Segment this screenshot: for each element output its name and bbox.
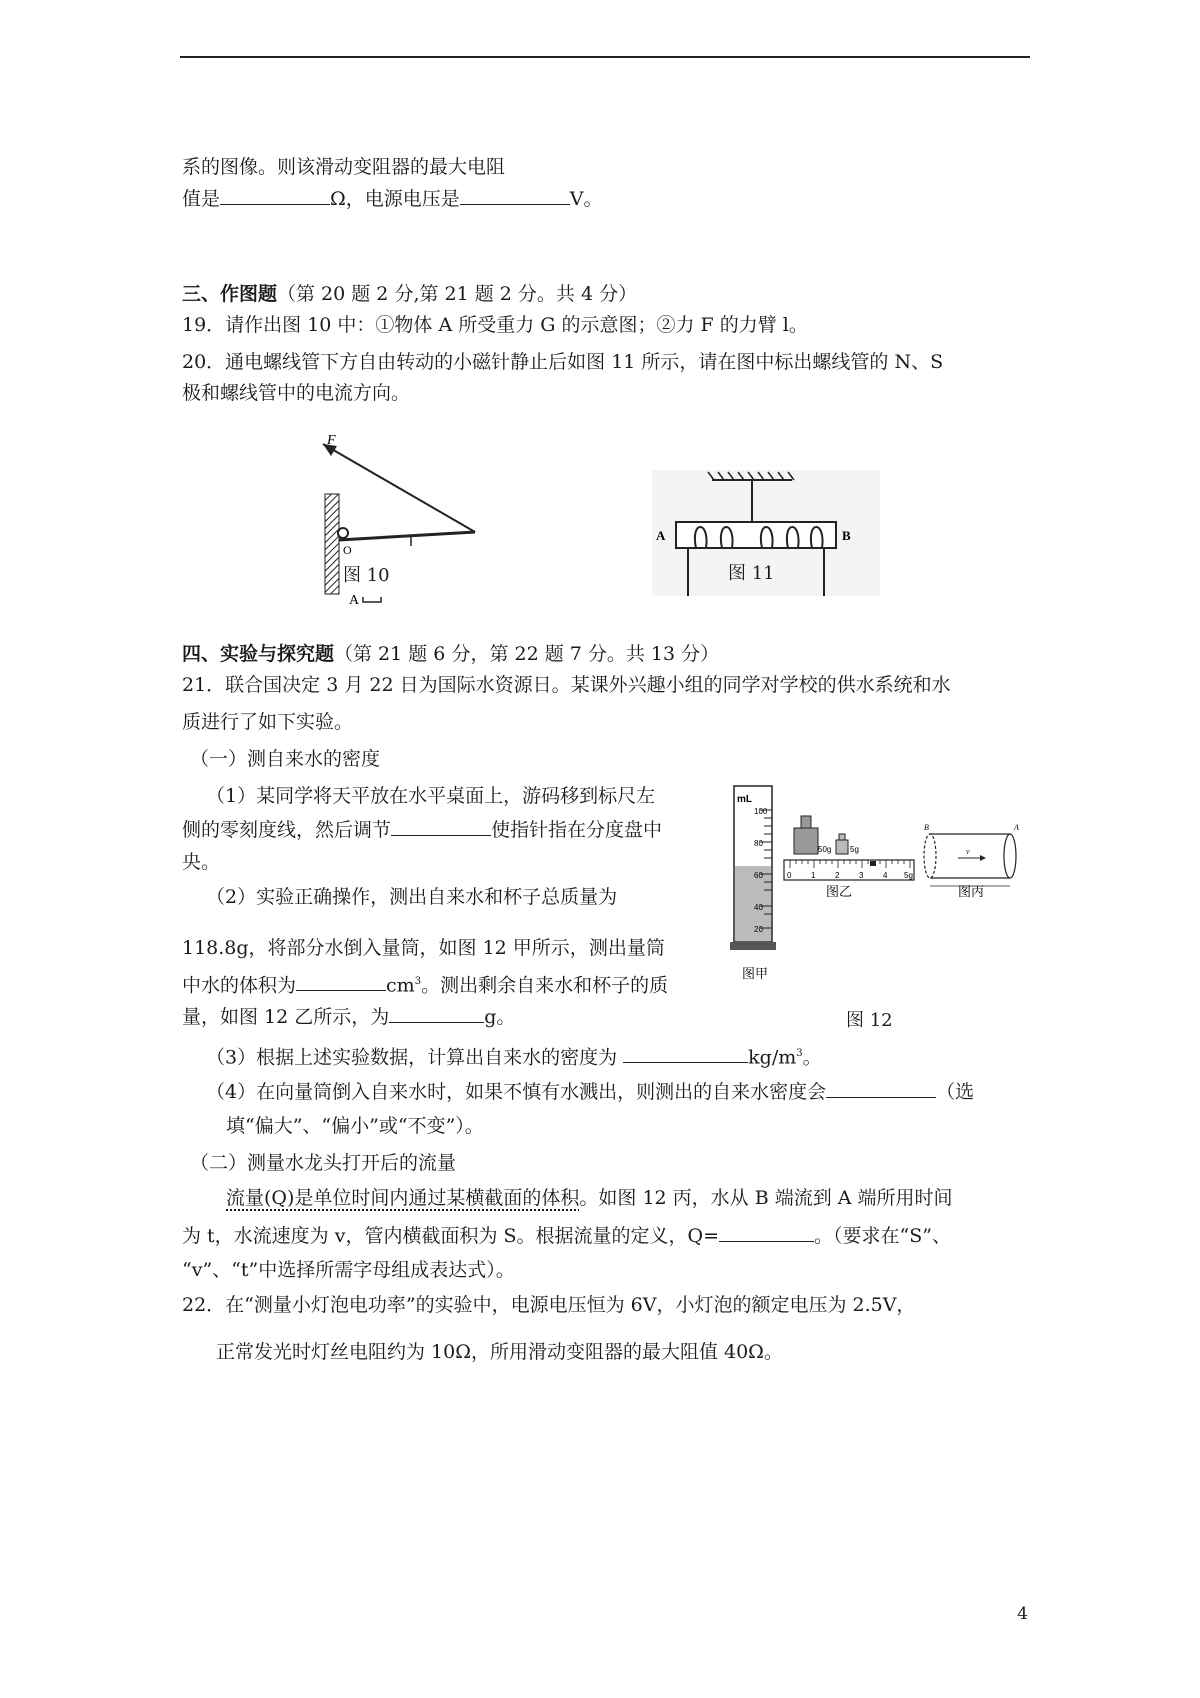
q21-text-b: 质进行了如下实验。 — [182, 711, 354, 733]
scale-label-1: 1 — [811, 871, 816, 880]
figure-10-lever — [315, 432, 495, 607]
balance-weights — [784, 816, 914, 880]
answer-blank-voltage[interactable] — [460, 186, 570, 205]
fig11-label-a: A — [656, 528, 666, 543]
pipe-label-a: A — [1014, 823, 1019, 832]
cylinder-tick-20: 20 — [754, 925, 763, 934]
fig12-bing-label: 图丙 — [958, 884, 985, 899]
fig11-caption: 图 11 — [728, 563, 775, 584]
scale-label-2: 2 — [835, 871, 840, 880]
q19-text: 19．请作出图 10 中：①物体 A 所受重力 G 的示意图；②力 F 的力臂 l。 — [182, 314, 808, 336]
p1-line-a: （1）某同学将天平放在水平桌面上，游码移到标尺左 — [206, 785, 656, 807]
answer-blank-resistance[interactable] — [220, 186, 330, 205]
fig10-caption: 图 10 — [343, 565, 390, 586]
q20-text-b: 极和螺线管中的电流方向。 — [182, 382, 411, 404]
q18-line1: 系的图像。则该滑动变阻器的最大电阻 — [182, 156, 506, 178]
scale-label-0: 0 — [787, 871, 792, 880]
part1-heading: （一）测自来水的密度 — [190, 748, 381, 770]
q22-line-a: 22．在“测量小灯泡电功率”的实验中，电源电压恒为 6V，小灯泡的额定电压为 2.5V， — [182, 1294, 916, 1316]
weight-5g: 5g — [850, 845, 859, 854]
answer-blank-adjust[interactable] — [391, 817, 491, 836]
pipe-label-v: v — [966, 847, 970, 856]
scale-label-3: 3 — [859, 871, 864, 880]
answer-blank-density[interactable] — [623, 1044, 748, 1063]
p2-line-c: 中水的体积为 $cm^3$。测出剩余自来水和杯子的质 — [182, 974, 669, 997]
cylinder-tick-40: 40 — [754, 903, 763, 912]
part2-heading: （二）测量水龙头打开后的流量 — [190, 1152, 457, 1174]
figure-12-apparatus — [730, 778, 1040, 992]
scale-label-5g: 5g — [904, 871, 913, 880]
fig10-label-a: A — [349, 593, 360, 607]
flow-line-b: 为 t，水流速度为 v，管内横截面积为 S。根据流量的定义，Q= 。（要求在“S”、 — [182, 1225, 951, 1247]
cylinder-unit: mL — [737, 794, 752, 805]
scale-label-4: 4 — [883, 871, 888, 880]
fig11-label-b: B — [842, 528, 851, 543]
fig12-jia-label: 图甲 — [742, 966, 769, 981]
cylinder-tick-100: 100 — [754, 807, 768, 816]
section4-heading: 四、实验与探究题（第 21 题 6 分，第 22 题 7 分。共 13 分） — [182, 643, 720, 665]
section3-heading: 三、作图题（第 20 题 2 分,第 21 题 2 分。共 4 分） — [182, 283, 638, 305]
measuring-cylinder — [730, 786, 776, 950]
q20-text-a: 20．通电螺线管下方自由转动的小磁针静止后如图 11 所示，请在图中标出螺线管的 N、S — [182, 351, 944, 373]
water-pipe — [924, 823, 1019, 886]
answer-blank-mass[interactable] — [389, 1004, 484, 1023]
flow-line-a: 流量(Q)是单位时间内通过某横截面的体积。如图 12 丙，水从 B 端流到 A 端所用时间 — [226, 1187, 953, 1209]
fig12-yi-label: 图乙 — [826, 884, 853, 899]
flow-line-c: “v”、“t”中选择所需字母组成表达式）。 — [182, 1259, 515, 1281]
cylinder-tick-80: 80 — [754, 839, 763, 848]
answer-blank-effect[interactable] — [826, 1079, 936, 1098]
fig10-label-f: F — [327, 433, 336, 448]
q21-text-a: 21．联合国决定 3 月 22 日为国际水资源日。某课外兴趣小组的同学对学校的供水系统和水 — [182, 674, 951, 696]
answer-blank-volume[interactable] — [296, 972, 386, 991]
header-rule — [180, 56, 1030, 58]
q18-line2: 值是 Ω，电源电压是 V。 — [182, 188, 603, 210]
p4-line-a: （4）在向量筒倒入自来水时，如果不慎有水溅出，则测出的自来水密度会 （选 — [206, 1081, 975, 1103]
answer-blank-flow[interactable] — [719, 1223, 814, 1242]
p4-line-b: 填“偏大”、“偏小”或“不变”）。 — [226, 1115, 484, 1137]
p2-line-d: 量，如图 12 乙所示，为 g。 — [182, 1006, 516, 1028]
weight-50g: 50g — [818, 845, 832, 854]
fig12-caption: 图 12 — [846, 1010, 893, 1031]
q22-line-b: 正常发光时灯丝电阻约为 10Ω，所用滑动变阻器的最大阻值 40Ω。 — [216, 1341, 783, 1363]
pipe-label-b: B — [924, 823, 929, 832]
p3-line: （3）根据上述实验数据，计算出自来水的密度为 $kg/m^3$。 — [206, 1046, 822, 1069]
cylinder-tick-60: 60 — [754, 871, 763, 880]
p1-line-c: 央。 — [182, 851, 221, 873]
p1-line-b: 侧的零刻度线，然后调节 使指针指在分度盘中 — [182, 819, 663, 841]
p2-line-b: 118.8g，将部分水倒入量筒，如图 12 甲所示，测出量筒 — [182, 937, 665, 959]
fig10-label-o: O — [343, 543, 352, 557]
p2-line-a: （2）实验正确操作，测出自来水和杯子总质量为 — [206, 886, 618, 908]
page-number: 4 — [1017, 1604, 1028, 1624]
